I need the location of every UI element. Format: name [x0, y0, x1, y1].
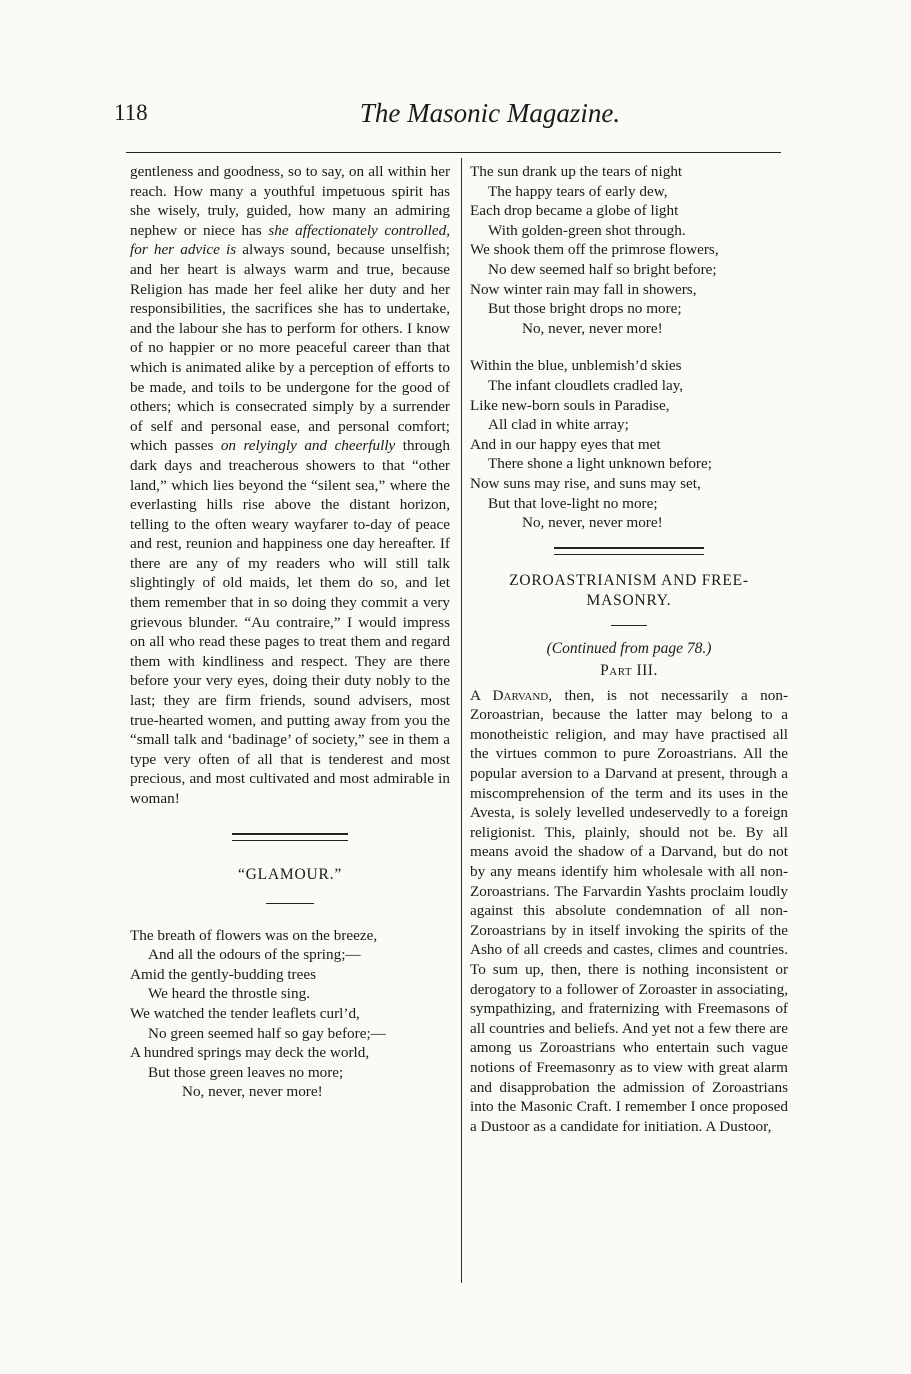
- left-column: [130, 162, 450, 1102]
- header-rule: [126, 152, 781, 153]
- article-paragraph: [470, 686, 788, 1137]
- poem-line: With golden-green shot through.: [488, 221, 686, 239]
- essay-intro-italic: she affectionately controlled, for her advice is: [130, 221, 450, 259]
- poem-refrain: No, never, never more!: [522, 514, 663, 532]
- essay-main-italic: on relyingly and cheerfully: [220, 437, 396, 455]
- essay-paragraph: [130, 162, 450, 809]
- poem-line: And all the odours of the spring;—: [148, 946, 361, 964]
- article-title-line-1: ZOROASTRIANISM AND FREE-: [509, 571, 749, 589]
- poem-line: A hundred springs may deck the world,: [130, 1044, 370, 1062]
- poem-line: The sun drank up the tears of night: [470, 163, 683, 180]
- poem-line: But those green leaves no more;: [148, 1063, 344, 1081]
- poem-line: But those bright drops no more;: [488, 300, 682, 318]
- poem-line: Each drop became a globe of light: [470, 202, 679, 220]
- poem-line: We shook them off the primrose flowers,: [470, 241, 719, 259]
- essay-main-text-end: through dark days and treacherous showers to that “other land,” which lies beyond the “silent sea,” where the everlasting hills rise above the distant horizon, telling to the often weary wayfarer to-day of peace and rest, reunion and happiness one day hereafter. If there are any of my readers who will still talk slightingly of old maids, let them do so, and let them remember that in so doing they commit a very grievous blunder. “Au contraire,” I would impress on all who read these pages to treat them and regard them with kindliness and respect. They are there before your very eyes, doing their duty nobly to the last; they are firm friends, sound advisers, most true-hearted women, and putting away from you the “small talk and ‘badinage’ of society,” see in them a type very often of all that is tenderest and most precious, and most cultivated and most admirable in woman!: [130, 437, 450, 807]
- section-double-rule: [232, 833, 348, 841]
- poem-line: No green seemed half so gay before;—: [148, 1024, 386, 1042]
- article-text: then, is not necessarily a non-Zoroastrian, because the latter may belong to a monotheistic religion, and may have practised all the virtues common to pure Zoroastrians. All the popular aversion to a Darvand at present, through a miscomprehension of the term and its uses in the Avesta, is solely levelled undeservedly to a foreign religionist. This, plainly, should not be. By all means avoid the shadow of a Darvand, but do not by any means identify him wholesale with all non-Zoroastrians. The Farvardin Yashts proclaim loudly against this absolute condemnation of all non-Zoroastrians by in itself invoking the spirits of the Asho of all creeds and castes, climes and countries. To sum up, then, there is nothing inconsistent or derogatory to a follower of Zoroaster in associating, sympathizing, and fraternizing with Freemasons of all countries and beliefs. And yet not a few there are among us Zoroastrians who entertain such vague notions of Freemasonry as to view with great alarm and disapprobation the admission of Zoroastrians into the Masonic Craft. I remember I once proposed a Dustoor as a candidate for initiation. A Dustoor,: [470, 686, 789, 1135]
- poem-line: We heard the throstle sing.: [148, 985, 310, 1003]
- poem-refrain: No, never, never more!: [522, 319, 663, 337]
- poem-refrain: No, never, never more!: [182, 1083, 323, 1101]
- poem-line: Like new-born souls in Paradise,: [470, 396, 670, 414]
- article-first-word: A Darvand,: [470, 686, 553, 704]
- article-title-line-2: MASONRY.: [586, 591, 672, 609]
- running-title: The Masonic Magazine.: [359, 98, 621, 128]
- continued-note: (Continued from page 78.): [546, 639, 712, 657]
- poem-title: “GLAMOUR.”: [238, 865, 342, 883]
- section-double-rule: [554, 547, 704, 555]
- poem-line: No dew seemed half so bright before;: [488, 260, 717, 278]
- poem-line: Now suns may rise, and suns may set,: [470, 474, 701, 492]
- poem-line: All clad in white array;: [488, 416, 629, 434]
- poem-stanza-1: [130, 926, 450, 1102]
- poem-line: The happy tears of early dew,: [488, 182, 668, 200]
- poem-stanza-2: [470, 162, 788, 338]
- poem-line: And in our happy eyes that met: [470, 435, 661, 453]
- column-divider: [461, 158, 462, 1283]
- poem-line: But that love-light no more;: [488, 494, 658, 512]
- poem-line: Amid the gently-budding trees: [130, 965, 317, 983]
- poem-first-word: The: [130, 926, 154, 944]
- poem-line: breath of flowers was on the breeze,: [153, 926, 378, 944]
- essay-intro-text: gentleness and goodness, so to say, on all within her reach. How many a youthful impetuous spirit has she wisely, truly, guided, how many an admiring nephew or niece has: [130, 163, 450, 239]
- poem-line: The infant cloudlets cradled lay,: [488, 376, 684, 394]
- part-heading: Part III.: [600, 661, 658, 679]
- poem-stanza-3: [470, 356, 788, 532]
- page-number: 118: [114, 100, 148, 125]
- poem-line: Now winter rain may fall in showers,: [470, 280, 697, 298]
- right-column: [470, 162, 788, 1136]
- poem-line: Within the blue, unblemish’d skies: [470, 357, 682, 375]
- poem-line: We watched the tender leaflets curl’d,: [130, 1004, 360, 1022]
- essay-main-text: always sound, because unselfish; and her heart is always warm and true, because Religion has made her feel alike her duty and her responsibilities, the sacrifices she has to undertake, and the labour she has to perform for others. I know of no happier or no more peaceful career than that which is animated alike by a perception of efforts to be made, and toils to be undergone for the good of others; which is consecrated simply by a surrender of self and personal ease, and personal comfort; which passes: [130, 241, 450, 455]
- poem-line: There shone a light unknown before;: [488, 455, 712, 473]
